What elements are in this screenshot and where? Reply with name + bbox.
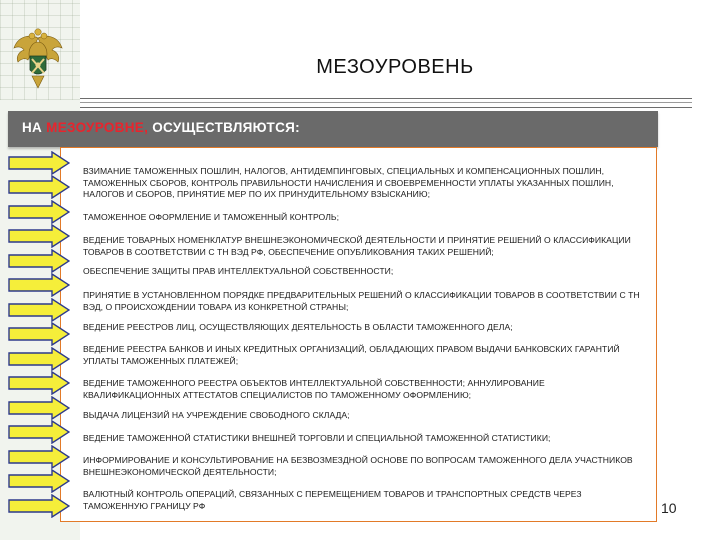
header-highlight: МЕЗОУРОВНЕ, xyxy=(46,120,149,135)
header-suffix: ОСУЩЕСТВЛЯЮТСЯ: xyxy=(148,120,300,135)
arrow-right-icon xyxy=(8,151,70,175)
list-item: ВЕДЕНИЕ РЕЕСТРА БАНКОВ И ИНЫХ КРЕДИТНЫХ ОРГАНИЗАЦИЙ, ОБЛАДАЮЩИХ ПРАВОМ ВЫДАЧИ БАНКОВСКИХ ГАРАНТИЙ УПЛАТЫ ТАМОЖЕННЫХ ПЛАТЕЖЕЙ; xyxy=(83,344,620,366)
arrow-right-icon xyxy=(8,396,70,420)
list-item: ИНФОРМИРОВАНИЕ И КОНСУЛЬТИРОВАНИЕ НА БЕЗВОЗМЕЗДНОЙ ОСНОВЕ ПО ВОПРОСАМ ТАМОЖЕННОГО ДЕЛА УЧАСТНИКОВ ВНЕШНЕЭКОНОМИЧЕСКОЙ ДЕЯТЕЛЬНОСТИ; xyxy=(83,455,633,477)
header-divider xyxy=(80,98,692,108)
arrow-right-icon xyxy=(8,469,70,493)
page-number: 10 xyxy=(661,500,677,516)
header-prefix: НА xyxy=(22,120,47,135)
list-item: ВЕДЕНИЕ ТОВАРНЫХ НОМЕНКЛАТУР ВНЕШНЕЭКОНОМИЧЕСКОЙ ДЕЯТЕЛЬНОСТИ И ПРИНЯТИЕ РЕШЕНИЙ О КЛАССИФИКАЦИИ ТОВАРОВ В СООТВЕТСТВИИ С ТН ВЭД РФ, ОБЕСПЕЧЕНИЕ ОПУБЛИКОВАНИЯ ТАКИХ РЕШЕНИЙ; xyxy=(83,235,631,257)
list-item: ВЕДЕНИЕ РЕЕСТРОВ ЛИЦ, ОСУЩЕСТВЛЯЮЩИХ ДЕЯТЕЛЬНОСТЬ В ОБЛАСТИ ТАМОЖЕННОГО ДЕЛА; xyxy=(83,322,513,332)
arrow-right-icon xyxy=(8,445,70,469)
list-item: ОБЕСПЕЧЕНИЕ ЗАЩИТЫ ПРАВ ИНТЕЛЛЕКТУАЛЬНОЙ СОБСТВЕННОСТИ; xyxy=(83,266,394,276)
arrow-right-icon xyxy=(8,347,70,371)
header-divider-inner xyxy=(80,102,692,103)
arrow-right-icon xyxy=(8,322,70,346)
arrow-right-icon xyxy=(8,175,70,199)
list-item: ВЗИМАНИЕ ТАМОЖЕННЫХ ПОШЛИН, НАЛОГОВ, АНТИДЕМПИНГОВЫХ, СПЕЦИАЛЬНЫХ И КОМПЕНСАЦИОННЫХ ПОШЛИН, ТАМОЖЕННЫХ СБОРОВ, КОНТРОЛЬ ПРАВИЛЬНОСТИ НАЧИСЛЕНИЯ И СВОЕВРЕМЕННОСТИ УПЛАТЫ УКАЗАННЫХ ПОШЛИН, НАЛОГОВ И СБОРОВ, ПРИНЯТИЕ МЕР ПО ИХ ПРИНУДИТЕЛЬНОМУ ВЗЫСКАНИЮ; xyxy=(83,166,614,199)
list-item: ВЕДЕНИЕ ТАМОЖЕННОЙ СТАТИСТИКИ ВНЕШНЕЙ ТОРГОВЛИ И СПЕЦИАЛЬНОЙ ТАМОЖЕННОЙ СТАТИСТИКИ; xyxy=(83,433,551,443)
page-title: МЕЗОУРОВЕНЬ xyxy=(316,56,474,78)
list-item: ВАЛЮТНЫЙ КОНТРОЛЬ ОПЕРАЦИЙ, СВЯЗАННЫХ С ПЕРЕМЕЩЕНИЕМ ТОВАРОВ И ТРАНСПОРТНЫХ СРЕДСТВ ЧЕРЕЗ ТАМОЖЕННУЮ ГРАНИЦУ РФ xyxy=(83,489,582,511)
customs-emblem-icon xyxy=(12,28,64,92)
arrow-right-icon xyxy=(8,371,70,395)
arrow-right-icon xyxy=(8,224,70,248)
arrow-right-icon xyxy=(8,249,70,273)
arrow-right-icon xyxy=(8,273,70,297)
arrow-right-icon xyxy=(8,494,70,518)
list-item: ВЫДАЧА ЛИЦЕНЗИЙ НА УЧРЕЖДЕНИЕ СВОБОДНОГО СКЛАДА; xyxy=(83,410,350,420)
arrow-right-icon xyxy=(8,200,70,224)
arrow-right-icon xyxy=(8,298,70,322)
list-item: ТАМОЖЕННОЕ ОФОРМЛЕНИЕ И ТАМОЖЕННЫЙ КОНТРОЛЬ; xyxy=(83,212,340,222)
list-item: ПРИНЯТИЕ В УСТАНОВЛЕННОМ ПОРЯДКЕ ПРЕДВАРИТЕЛЬНЫХ РЕШЕНИЙ О КЛАССИФИКАЦИИ ТОВАРОВ В СООТВЕТСТВИИ С ТН ВЭД, О ПРОИСХОЖДЕНИИ ТОВАРА ИЗ КОНКРЕТНОЙ СТРАНЫ; xyxy=(83,290,640,312)
list-item: ВЕДЕНИЕ ТАМОЖЕННОГО РЕЕСТРА ОБЪЕКТОВ ИНТЕЛЛЕКТУАЛЬНОЙ СОБСТВЕННОСТИ; АННУЛИРОВАНИЕ КВАЛИФИКАЦИОННЫХ АТТЕСТАТОВ СПЕЦИАЛИСТОВ ПО ТАМОЖЕННОМУ ОФОРМЛЕНИЮ; xyxy=(83,378,545,400)
arrow-right-icon xyxy=(8,420,70,444)
section-header-bar xyxy=(8,111,658,147)
